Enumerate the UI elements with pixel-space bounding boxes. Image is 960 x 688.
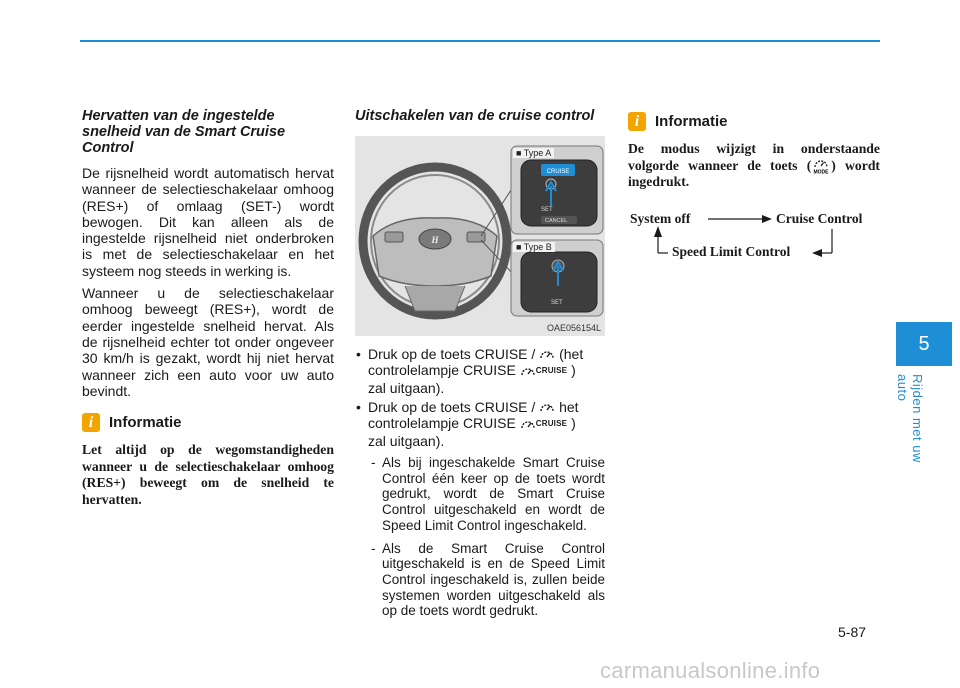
list-item: • Druk op de toets CRUISE / het controlelampje CRUISE CRUISE ) zal uitgaan). - Als bij ingeschakelde Smart Cruise Control één keer op de toets wordt gedrukt, wordt de Smart Cruise Control uitgeschakeld en wordt de Speed Limit Control ingeschakeld. - Als de Smart Cruise Control uitgeschakeld is en de Speed Limit Control ingeschakeld is, zullen beide systemen worden uitgeschakeld als op de toets wordt gedrukt. bbox=[355, 399, 605, 619]
type-a-label: ■ Type A bbox=[513, 148, 554, 158]
cruise-button-label: CRUISE bbox=[546, 169, 570, 175]
info-title: Informatie bbox=[655, 113, 728, 130]
paragraph: De rijsnelheid wordt automatisch hervat wanneer de selectieschakelaar omhoog (RES+) of omlaag (SET-) wordt bewogen. Dit kan alleen als de ingestelde rijsnelheid niet onderbroken is met de selectieschakelaar en het systeem nog steeds in werking is. bbox=[82, 165, 334, 279]
section-title-disable: Uitschakelen van de cruise control bbox=[355, 108, 595, 124]
cruise-indicator-label: CRUISE bbox=[535, 366, 568, 376]
type-b-label: ■ Type B bbox=[513, 242, 555, 252]
cancel-button-label: CANCEL bbox=[545, 218, 568, 224]
header-rule bbox=[80, 40, 880, 42]
svg-text:MODE: MODE bbox=[813, 169, 829, 175]
info-text: De modus wijzigt in onderstaande volgorde wanneer de toets ( MODE ) wordt ingedrukt. bbox=[628, 141, 880, 190]
bullet-list bbox=[355, 346, 605, 619]
chapter-label: Rijden met uw auto bbox=[895, 374, 925, 463]
info-text: Let altijd op de wegomstandigheden wanneer u de selectieschakelaar omhoog (RES+) beweegt om de snelheid te hervatten. bbox=[82, 442, 334, 507]
section-title-resume: Hervatten van de ingestelde snelheid van de Smart Cruise Control bbox=[82, 108, 286, 156]
info-icon: i bbox=[628, 112, 646, 131]
sub-list bbox=[368, 455, 605, 619]
cruise-indicator-label: CRUISE bbox=[535, 419, 568, 429]
mode-button-icon bbox=[811, 158, 831, 174]
info-header bbox=[628, 112, 880, 131]
chapter-tab: 5 bbox=[896, 322, 952, 366]
mode-cycle-diagram bbox=[628, 211, 880, 281]
column-disable bbox=[355, 108, 605, 626]
paragraph: Wanneer u de selectieschakelaar omhoog beweegt (RES+), wordt de eerder ingestelde snelheid hervat. Als de rijsnelheid echter tot onder ongeveer 30 km/h is gezakt, wordt hij niet hervat wanneer zich een auto voor uw auto bevindt. bbox=[82, 285, 334, 399]
info-header bbox=[82, 413, 334, 432]
svg-text:SET: SET bbox=[551, 300, 563, 306]
steering-wheel-figure bbox=[355, 136, 605, 336]
column-info bbox=[628, 112, 880, 281]
sub-list-item: - Als bij ingeschakelde Smart Cruise Control één keer op de toets wordt gedrukt, wordt de Smart Cruise Control uitgeschakeld en wordt de Speed Limit Control ingeschakeld. bbox=[371, 455, 605, 533]
cruise-indicator-icon bbox=[520, 365, 536, 379]
steering-wheel-illustration bbox=[355, 136, 605, 336]
sub-list-item: - Als de Smart Cruise Control uitgeschakeld is en de Speed Limit Control ingeschakeld is, zullen beide systemen worden uitgeschakeld als op de toets wordt gedrukt. bbox=[371, 540, 605, 619]
list-item: • Druk op de toets CRUISE / (het controlelampje CRUISE CRUISE ) zal uitgaan). bbox=[355, 346, 605, 396]
cruise-switch-icon bbox=[539, 348, 555, 362]
cruise-switch-icon bbox=[539, 401, 555, 415]
system-off-label: System off bbox=[630, 210, 691, 226]
cruise-indicator-icon bbox=[520, 418, 536, 432]
watermark: carmanualsonline.info bbox=[600, 658, 821, 683]
mode-cycle-arrows bbox=[628, 211, 880, 281]
info-icon: i bbox=[82, 413, 100, 432]
speed-limit-label: Speed Limit Control bbox=[672, 243, 791, 259]
svg-text:H: H bbox=[431, 235, 439, 245]
figure-code: OAE056154L bbox=[546, 323, 601, 333]
info-title: Informatie bbox=[109, 414, 182, 432]
column-resume bbox=[82, 108, 334, 508]
cruise-control-label: Cruise Control bbox=[776, 210, 863, 226]
page-number: 5-87 bbox=[838, 624, 867, 640]
set-button-label: SET bbox=[541, 207, 553, 213]
